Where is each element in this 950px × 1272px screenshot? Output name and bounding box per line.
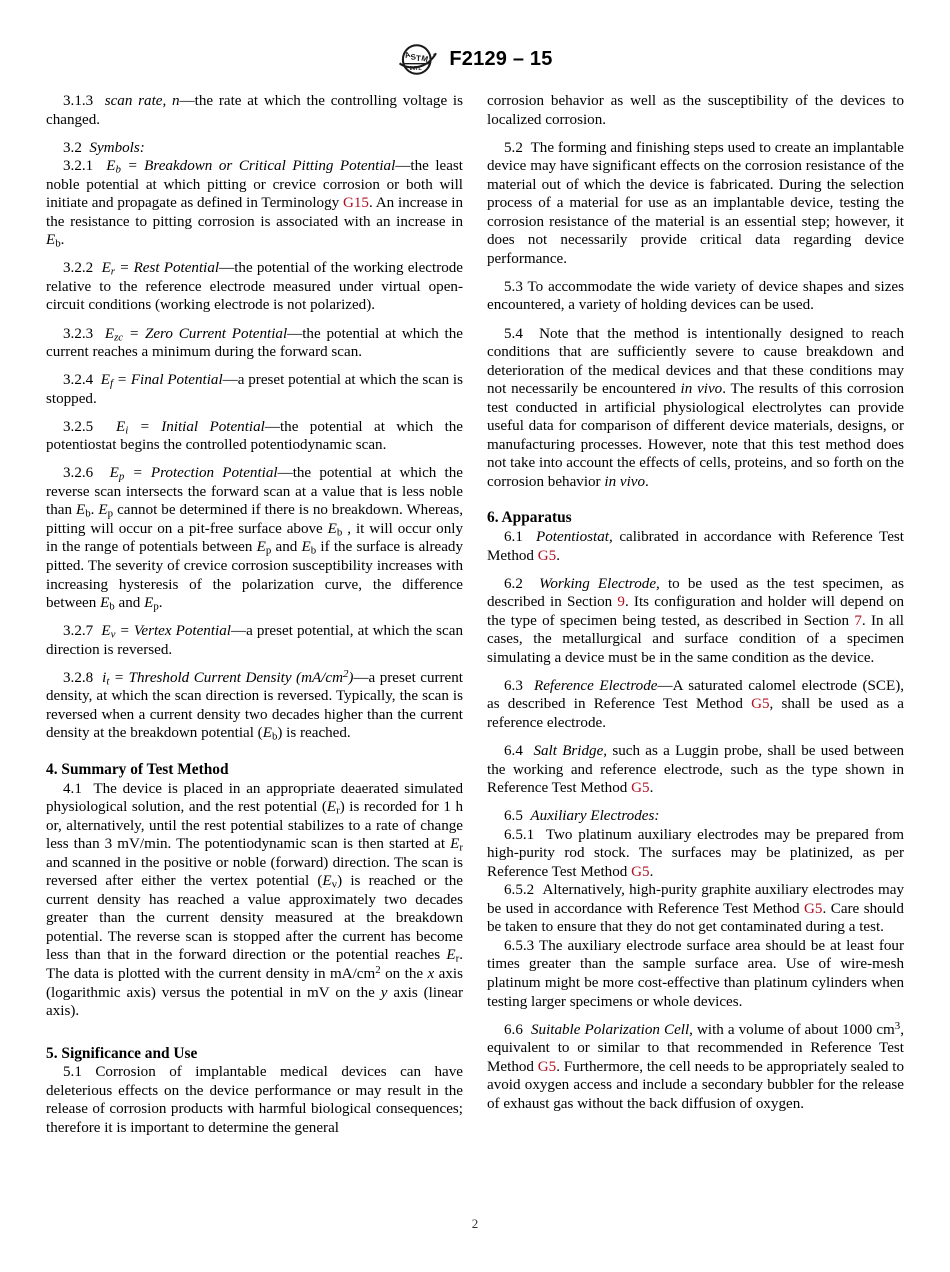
heading-section-5: 5. Significance and Use xyxy=(46,1044,198,1062)
paragraph-3-2-2: 3.2.2 $E_r$ = Rest Potential—the potential of the working electrode relative to the reference electrode measured under virtual open-circuit conditions (working electrode is not polarized). xyxy=(46,260,464,314)
paragraph-6-5: 6.5 Auxiliary Electrodes: xyxy=(504,808,660,825)
paragraph-5-3: 5.3 To accommodate the wide variety of device shapes and sizes encountered, a variety of holding devices can be used. xyxy=(487,278,904,314)
svg-text:S: S xyxy=(410,52,417,62)
link-g15[interactable]: G15 xyxy=(342,195,369,212)
svg-text:INTL: INTL xyxy=(410,65,423,72)
paragraph-4-1: 4.1 The device is placed in an appropriate deaerated simulated physiological solution, and the rest potential $(E_r)$ is recorded for 1 h or, alternatively, until the rest potential stabilizes to a rate of change less than 3 mV/min. The potentiodynamic scan is then started at $E_r$ and scanned in the positive or noble (forward) direction. The scan is reversed after either the vertex potential $(E_v)$ is reached or the current density has reached a value approximately two decades greater than the current density measured at the breakdown potential. The reverse scan is stopped after the current has become less than that in the forward direction or the potential reaches $E_r$. The data is plotted with the current density in $mA/cm^2$ on the x axis (logarithmic axis) versus the potential in mV on the y axis (linear axis). xyxy=(46,780,464,1020)
paragraph-3-2-1: 3.2.1 $E_b$ = Breakdown or Critical Pitting Potential—the least noble potential at which pitting or crevice corrosion or both will initiate and propagate as defined in Terminology G15. An increase in the resistance to pitting corrosion is associated with an increase in $E_b$. xyxy=(46,158,464,251)
link-g5[interactable]: G5 xyxy=(537,1058,557,1075)
right-column xyxy=(487,92,904,1137)
paragraph-5-1-continued: corrosion behavior as well as the susceptibility of the devices to localized corrosion. xyxy=(487,93,904,128)
paragraph-5-1: 5.1 Corrosion of implantable medical devices can have deleterious effects on the device performance or may result in the release of corrosion products with harmful biological consequences; therefore it is important to determine the general xyxy=(46,1064,463,1136)
link-g5[interactable]: G5 xyxy=(804,900,823,917)
astm-logo-icon xyxy=(397,44,439,75)
link-g5[interactable]: G5 xyxy=(537,547,557,564)
paragraph-6-5-1: 6.5.1 Two platinum auxiliary electrodes may be prepared from high-purity rod stock. The surfaces may be platinized, as per Reference Test Method G5. xyxy=(487,826,904,880)
paragraph-6-1: 6.1 Potentiostat, calibrated in accordance with Reference Test Method G5. xyxy=(487,528,904,564)
paragraph-6-2: 6.2 Working Electrode, to be used as the test specimen, as described in Section 9. Its configuration and holder will depend on the type of specimen being tested, as described in Section 7. In all cases, the metallurgical and surface condition of a specimen simulating a device must be in the same condition as the device. xyxy=(487,575,905,666)
standard-designation: F2129 – 15 xyxy=(449,48,553,70)
paragraph-3-2-4: 3.2.4 $E_f$ = Final Potential—a preset potential at which the scan is stopped. xyxy=(46,372,464,407)
paragraph-5-4: 5.4 Note that the method is intentionally designed to reach conditions that are sufficiently severe to cause breakdown and deterioration of the medical devices and that these conditions may not necessarily be encountered in vivo. The results of this corrosion test conducted in artificial physiological electrolytes can provide useful data for comparison of different device materials, designs, or manufacturing processes. However, note that this test method does not take into account the effects of cells, proteins, and so forth on the corrosion behavior in vivo. xyxy=(487,325,904,490)
page-header xyxy=(0,44,950,75)
svg-text:A: A xyxy=(403,49,412,61)
paragraph-3-2-8: 3.2.8 $i_t$ = Threshold Current Density $(mA/cm^2)—a$ preset current density, at which the scan direction is reversed. Typically, the scan is reversed when a current density two decades higher than the current density at the breakdown potential $(E_b)$ is reached. xyxy=(46,667,463,744)
paragraph-6-5-3: 6.5.3 The auxiliary electrode surface area should be at least four times greater than the sample surface area. Use of wire-mesh platinum might be more cost-effective than platinum cylinders when testing larger specimens or whole devices. xyxy=(487,937,904,1010)
paragraph-3-2-7: 3.2.7 $E_v$ = Vertex Potential—a preset potential, at which the scan direction is reversed. xyxy=(46,623,463,658)
page-footer xyxy=(0,1216,950,1232)
paragraph-3-2-5: 3.2.5 $E_i$ = Initial Potential—the potential at which the potentiostat begins the controlled potentiodynamic scan. xyxy=(46,418,464,454)
paragraph-3-2: 3.2 Symbols: xyxy=(63,139,145,156)
link-section-9[interactable]: 9 xyxy=(617,594,625,611)
paragraph-6-3: 6.3 Reference Electrode—A saturated calomel electrode (SCE), as described in Reference Test Method G5, shall be used as a reference electrode. xyxy=(487,677,904,731)
paragraph-3-2-3: 3.2.3 $E_{zc}$ = Zero Current Potential—the potential at which the current reaches a minimum during the forward scan. xyxy=(46,325,464,361)
two-column-body xyxy=(46,92,904,1137)
svg-text:M: M xyxy=(420,53,430,64)
paragraph-3-1-3: 3.1.3 scan rate, n—the rate at which the controlling voltage is changed. xyxy=(46,93,463,128)
heading-section-4: 4. Summary of Test Method xyxy=(46,760,229,778)
paragraph-5-2: 5.2 The forming and finishing steps used to create an implantable device may have significant effects on the corrosion resistance of the material out of which the device is fabricated. During the selection process of a material for use as an implantable device, testing the corrosion resistance of the material is an essential step; however, it does not necessarily provide critical data regarding device performance. xyxy=(487,139,904,267)
svg-text:T: T xyxy=(416,53,422,64)
link-section-7[interactable]: 7 xyxy=(854,612,862,629)
paragraph-6-4: 6.4 Salt Bridge, such as a Luggin probe, shall be used between the working and reference electrode, such as the type shown in Reference Test Method G5. xyxy=(487,742,904,797)
link-g5[interactable]: G5 xyxy=(631,780,650,797)
paragraph-6-5-2: 6.5.2 Alternatively, high-purity graphite auxiliary electrodes may be used in accordance with Reference Test Method G5. Care should be taken to ensure that they do not get contaminated during a test. xyxy=(487,882,904,936)
left-column xyxy=(46,92,463,1137)
page-number: 2 xyxy=(471,1216,479,1231)
link-g5[interactable]: G5 xyxy=(751,696,770,713)
link-g5[interactable]: G5 xyxy=(631,863,650,880)
paragraph-3-2-6: 3.2.6 $E_p$ = Protection Potential—the potential at which the reverse scan intersects the forward scan at a value that is less noble than $E_b$. $E_p$ cannot be determined if there is no breakdown. Whereas, pitting will occur on a pit-free surface above $E_b$ , it will occur only in the range of potentials between $E_p$ and $E_b$ if the surface is already pitted. The severity of crevice corrosion susceptibility increases with increasing hysteresis of the polarization curve, the difference between $E_b$ and $E_p$. xyxy=(46,465,464,613)
heading-section-6: 6. Apparatus xyxy=(487,509,572,527)
paragraph-6-6: 6.6 Suitable Polarization Cell, with a volume of about 1000 $cm^3$, equivalent to or similar to that recommended in Reference Test Method G5. Furthermore, the cell needs to be appropriately sealed to avoid oxygen access and include a secondary bubbler for the release of exhaust gas without the back diffusion of oxygen. xyxy=(487,1019,905,1112)
